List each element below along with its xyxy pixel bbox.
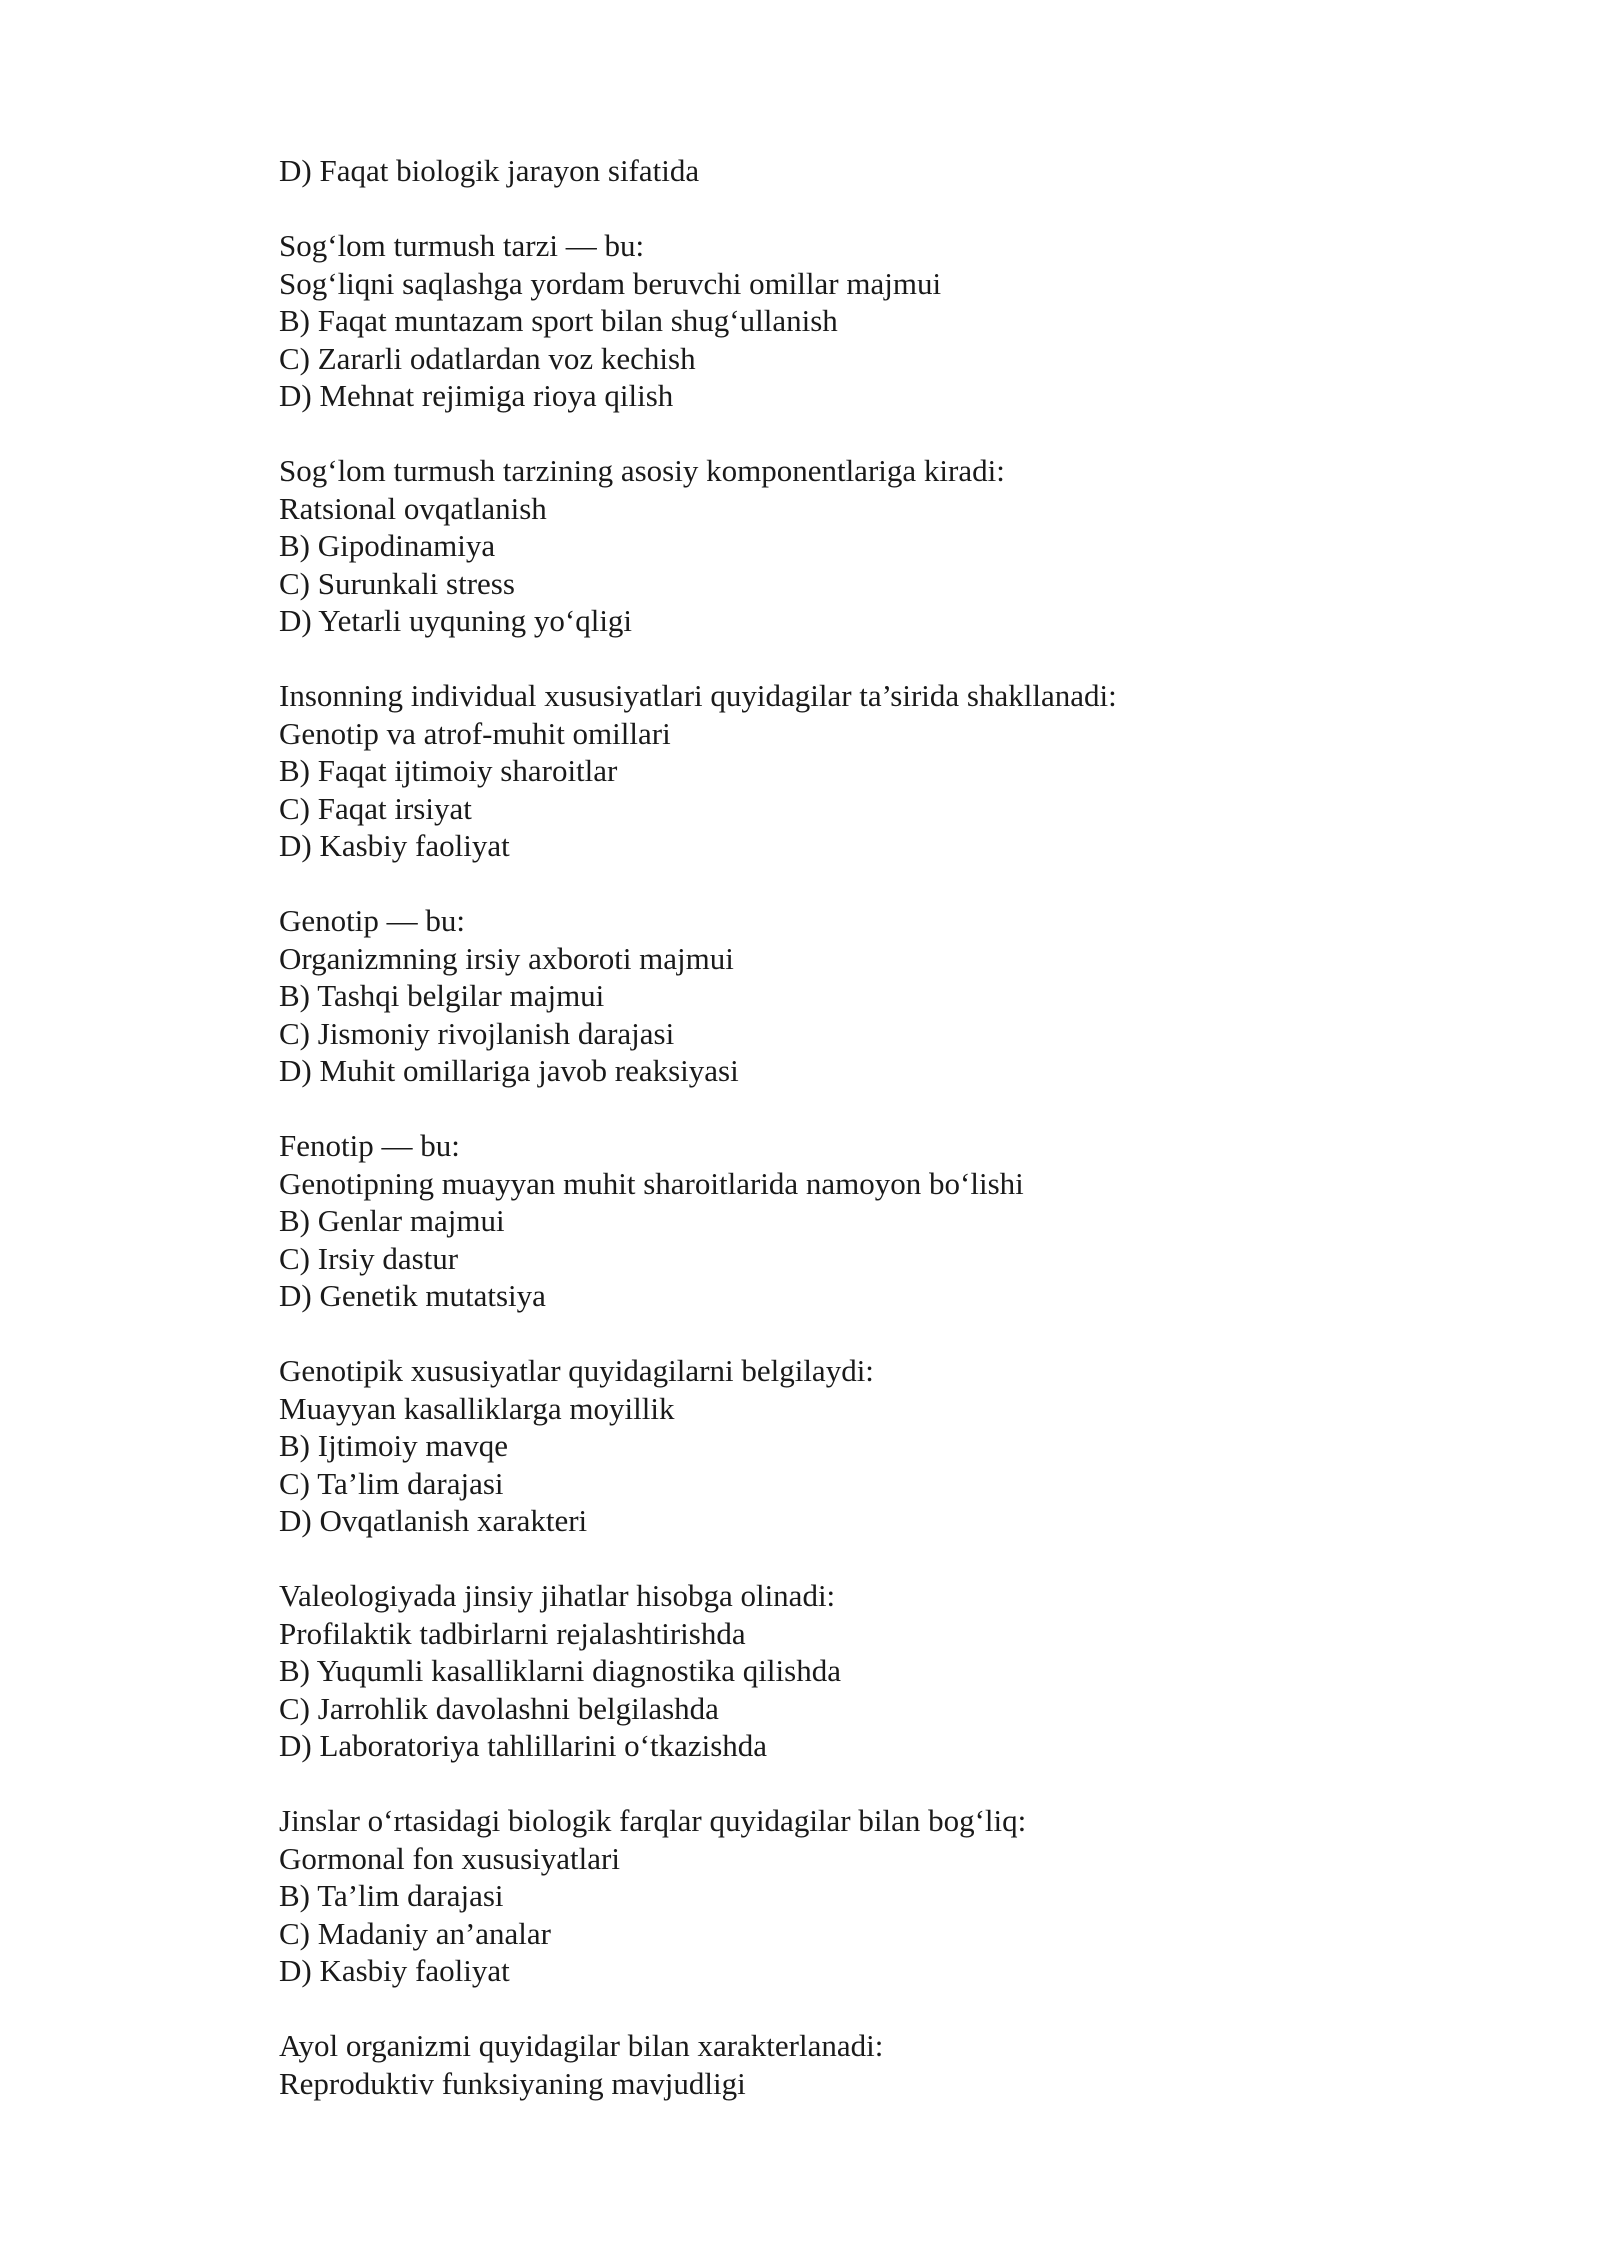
answer-d: D) Muhit omillariga javob reaksiyasi: [279, 1053, 739, 1088]
answer-a: Sog‘liqni saqlashga yordam beruvchi omillar majmui: [279, 265, 942, 301]
answer-c: C) Madaniy an’analar: [279, 1915, 551, 1951]
spacer: [279, 1990, 1479, 2028]
question-block-8: [279, 1802, 1479, 1990]
answer-b: B) Tashqi belgilar majmui: [279, 978, 605, 1013]
question-text: Ayol organizmi quyidagilar bilan xarakterlanadi:: [279, 2028, 884, 2063]
question-text: Fenotip — bu:: [279, 1128, 460, 1163]
question-text: Valeologiyada jinsiy jihatlar hisobga olinadi:: [279, 1578, 836, 1613]
answer-c: C) Zararli odatlardan voz kechish: [279, 340, 696, 376]
question-text: Jinslar o‘rtasidagi biologik farqlar quyidagilar bilan bog‘liq:: [279, 1803, 1027, 1838]
answer-b: B) Gipodinamiya: [279, 528, 496, 563]
answer-d: D) Kasbiy faoliyat: [279, 1953, 510, 1988]
answer-c: C) Surunkali stress: [279, 565, 515, 601]
answer-a: Gormonal fon xususiyatlari: [279, 1840, 620, 1876]
answer-b: B) Ijtimoiy mavqe: [279, 1428, 509, 1463]
answer-d: D) Laboratoriya tahlillarini o‘tkazishda: [279, 1728, 768, 1763]
answer-c: C) Jarrohlik davolashni belgilashda: [279, 1690, 719, 1726]
spacer: [279, 1765, 1479, 1803]
answer-d: D) Kasbiy faoliyat: [279, 828, 510, 863]
spacer: [279, 1540, 1479, 1578]
answer-d: D) Genetik mutatsiya: [279, 1278, 546, 1313]
question-block-6: [279, 1352, 1479, 1540]
answer-a: Genotip va atrof-muhit omillari: [279, 715, 671, 751]
question-block-1: [279, 227, 1479, 415]
question-block-3: [279, 677, 1479, 865]
question-block-4: [279, 902, 1479, 1090]
answer-c: C) Jismoniy rivojlanish darajasi: [279, 1015, 675, 1051]
answer-c: C) Faqat irsiyat: [279, 790, 472, 826]
answer-a: Ratsional ovqatlanish: [279, 490, 547, 526]
question-block-9: [279, 2027, 1479, 2102]
answer-d: D) Mehnat rejimiga rioya qilish: [279, 378, 674, 413]
answer-b: B) Faqat muntazam sport bilan shug‘ullanish: [279, 303, 838, 338]
question-text: Genotip — bu:: [279, 903, 465, 938]
answer-b: B) Yuqumli kasalliklarni diagnostika qilishda: [279, 1653, 841, 1688]
spacer: [279, 865, 1479, 903]
answer-c: C) Irsiy dastur: [279, 1240, 459, 1276]
answer-b: B) Faqat ijtimoiy sharoitlar: [279, 753, 618, 788]
answer-d: D) Ovqatlanish xarakteri: [279, 1503, 588, 1538]
spacer: [279, 640, 1479, 678]
answer-a: Genotipning muayyan muhit sharoitlarida namoyon bo‘lishi: [279, 1165, 1024, 1201]
answer-a: Reproduktiv funksiyaning mavjudligi: [279, 2065, 746, 2101]
question-text: Sog‘lom turmush tarzi — bu:: [279, 228, 645, 263]
spacer: [279, 415, 1479, 453]
spacer: [279, 190, 1479, 228]
answer-c: C) Ta’lim darajasi: [279, 1465, 504, 1501]
answer-b: B) Genlar majmui: [279, 1203, 505, 1238]
answer-a: Profilaktik tadbirlarni rejalashtirishda: [279, 1615, 746, 1651]
spacer: [279, 1315, 1479, 1353]
lead-option-line: D) Faqat biologik jarayon sifatida: [279, 153, 700, 188]
question-text: Sog‘lom turmush tarzining asosiy komponentlariga kiradi:: [279, 453, 1005, 488]
answer-a: Organizmning irsiy axboroti majmui: [279, 940, 734, 976]
document-page: [279, 152, 1479, 2102]
answer-a: Muayyan kasalliklarga moyillik: [279, 1390, 675, 1426]
question-text: Insonning individual xususiyatlari quyidagilar ta’sirida shakllanadi:: [279, 678, 1117, 713]
question-block-7: [279, 1577, 1479, 1765]
question-block-2: [279, 452, 1479, 640]
spacer: [279, 1090, 1479, 1128]
question-text: Genotipik xususiyatlar quyidagilarni belgilaydi:: [279, 1353, 874, 1388]
answer-d: D) Yetarli uyquning yo‘qligi: [279, 603, 633, 638]
answer-b: B) Ta’lim darajasi: [279, 1878, 504, 1913]
question-block-5: [279, 1127, 1479, 1315]
